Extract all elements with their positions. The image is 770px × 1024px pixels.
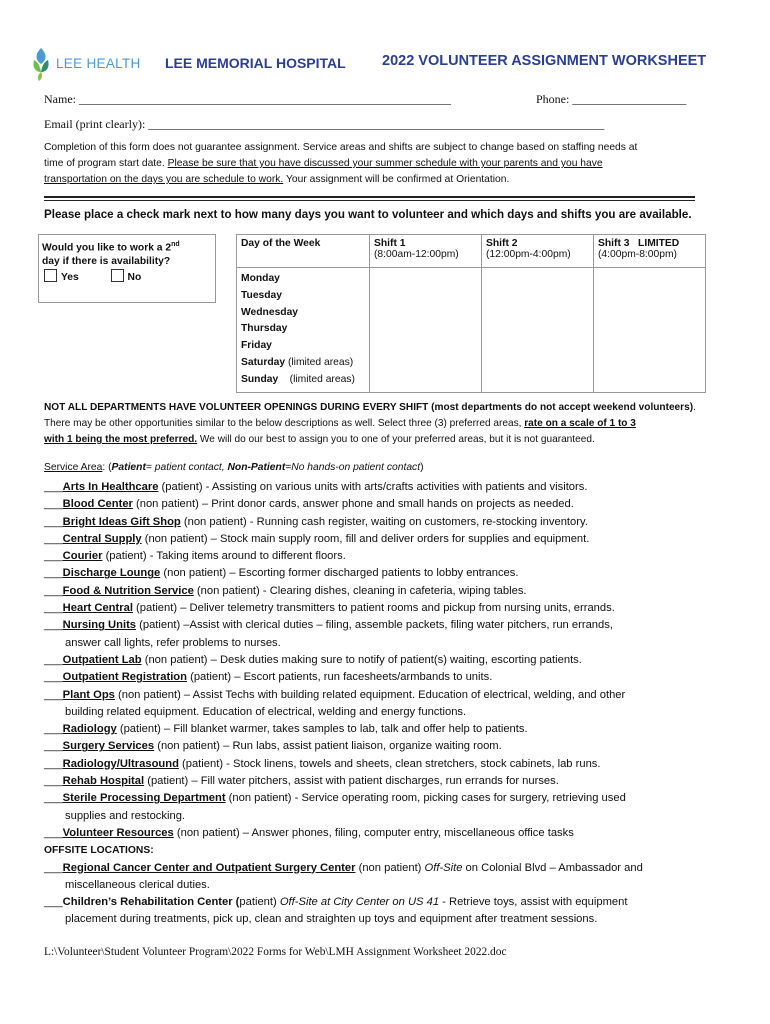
- logo-text: LEE HEALTH: [56, 56, 141, 71]
- list-item[interactable]: [44, 687, 744, 704]
- no-label: No: [127, 272, 142, 284]
- shift-time: (4:00pm-8:00pm): [598, 249, 677, 260]
- list-item[interactable]: [44, 583, 744, 600]
- area-desc: (non patient) - Running cash register, waiting on customers, re-stocking inventory.: [180, 515, 588, 528]
- day-sunday[interactable]: [241, 372, 365, 389]
- intro-line: Completion of this form does not guarantee assignment. Service areas and shifts are subject to change based on staffing needs at: [44, 142, 638, 153]
- list-item[interactable]: [44, 721, 744, 738]
- day-tuesday[interactable]: Tuesday: [241, 289, 283, 301]
- offsite-heading: OFFSITE LOCATIONS:: [44, 845, 154, 857]
- shift-1-cell[interactable]: [370, 268, 482, 393]
- area-desc: (patient) –Assist with clerical duties – filing, assemble packets, filing water pitchers, run errands,: [136, 619, 613, 632]
- schedule-table: [236, 234, 706, 393]
- rank-blank[interactable]: ___: [44, 653, 63, 666]
- list-item[interactable]: [44, 790, 744, 807]
- intro-underlined: transportation on the days you are schedule to work.: [44, 174, 284, 185]
- area-name: Discharge Lounge: [62, 567, 161, 580]
- area-desc: patient): [239, 896, 280, 909]
- area-name: Surgery Services: [62, 740, 155, 753]
- second-day-question: [39, 235, 215, 269]
- shift-time: (12:00pm-4:00pm): [486, 249, 571, 260]
- list-item-continuation: miscellaneous clerical duties.: [65, 878, 210, 891]
- list-item[interactable]: [44, 894, 744, 911]
- day-wednesday[interactable]: Wednesday: [241, 306, 299, 318]
- question-text: day if there is availability?: [42, 256, 171, 268]
- shift-header-3: [594, 235, 706, 268]
- day-monday[interactable]: Monday: [241, 273, 280, 284]
- area-desc: on Colonial Blvd – Ambassador and: [462, 861, 643, 874]
- rank-blank[interactable]: ___: [44, 550, 63, 563]
- area-desc: (patient) – Deliver telemetry transmitters to patient rooms and pickup from nursing units, errands.: [132, 602, 615, 615]
- yes-checkbox[interactable]: [44, 269, 57, 282]
- divider: [44, 200, 695, 201]
- area-name: Nursing Units: [62, 619, 137, 632]
- area-location: Off-Site: [424, 861, 463, 874]
- area-name: Heart Central: [62, 602, 133, 615]
- list-item[interactable]: [44, 738, 744, 755]
- shift-header-1: [370, 235, 482, 268]
- intro-underlined: Please be sure that you have discussed your summer schedule with your parents and you have: [167, 158, 603, 169]
- notice-text: There may be other opportunities similar to the below descriptions as well. Select three (3) preferred areas,: [44, 418, 525, 429]
- legend-nonpatient: Non-Patient: [227, 462, 286, 473]
- shift-name: Shift 1: [374, 238, 406, 249]
- instruction: Please place a check mark next to how many days you want to volunteer and which days and shifts you are available.: [44, 208, 692, 221]
- area-desc: (non patient) – Run labs, assist patient liaison, organize waiting room.: [154, 740, 502, 753]
- area-name: Sterile Processing Department: [62, 792, 226, 805]
- area-name: Children’s Rehabilitation Center (: [62, 896, 240, 909]
- footer-path: L:\Volunteer\Student Volunteer Program\2022 Forms for Web\LMH Assignment Worksheet 2022.doc: [44, 946, 507, 958]
- list-item[interactable]: [44, 617, 744, 634]
- list-item[interactable]: [44, 773, 744, 790]
- rank-blank[interactable]: ___: [44, 671, 63, 684]
- shift-name: Shift 3 LIMITED: [598, 238, 680, 249]
- area-name: Radiology: [62, 723, 117, 736]
- notice-paragraph: [44, 400, 764, 448]
- rank-blank[interactable]: ___: [44, 532, 63, 545]
- second-day-box: [38, 234, 216, 303]
- day-label: Sunday: [241, 373, 279, 385]
- legend-text: ): [420, 462, 424, 473]
- name-field[interactable]: Name: ______________________________________________________________: [44, 92, 451, 106]
- list-item[interactable]: [44, 600, 744, 617]
- rank-blank[interactable]: ___: [44, 688, 63, 701]
- lee-health-logo-icon: [30, 46, 52, 82]
- day-note: (limited areas): [278, 373, 355, 385]
- notice-text: We will do our best to assign you to one of your preferred areas, but it is not guaranteed.: [197, 434, 595, 445]
- notice-line: [44, 416, 764, 432]
- rank-blank[interactable]: ___: [44, 723, 63, 736]
- area-name: Outpatient Registration: [62, 671, 187, 684]
- shift-2-cell[interactable]: [482, 268, 594, 393]
- area-name: Rehab Hospital: [62, 775, 145, 788]
- hospital-name: LEE MEMORIAL HOSPITAL: [165, 55, 346, 71]
- legend-text: : (: [102, 462, 112, 473]
- area-name: Radiology/Ultrasound: [62, 757, 179, 770]
- intro-text: Your assignment will be confirmed at Orientation.: [283, 174, 510, 185]
- list-item[interactable]: [44, 479, 744, 496]
- rank-blank[interactable]: ___: [44, 757, 63, 770]
- rank-blank[interactable]: ___: [44, 861, 63, 874]
- area-desc: (non patient) – Stock main supply room, fill and deliver orders for supplies and equipment.: [141, 532, 590, 545]
- schedule-days-row: [237, 268, 706, 393]
- area-desc: (non patient) - Service operating room, picking cases for surgery, retrieving used: [225, 792, 626, 805]
- yes-label: Yes: [61, 272, 79, 284]
- list-item[interactable]: [44, 531, 744, 548]
- legend-patient: Patient: [111, 462, 146, 473]
- page-title: 2022 VOLUNTEER ASSIGNMENT WORKSHEET: [382, 53, 707, 69]
- list-item[interactable]: [44, 669, 744, 686]
- area-desc: (patient) – Escort patients, run facesheets/armbands to units.: [186, 671, 493, 684]
- rank-blank[interactable]: ___: [44, 498, 63, 511]
- area-name: Plant Ops: [62, 688, 115, 701]
- day-saturday[interactable]: [241, 355, 365, 372]
- list-item[interactable]: [44, 548, 744, 565]
- notice-dot: .: [693, 402, 696, 413]
- area-desc: (non patient) – Answer phones, filing, computer entry, miscellaneous office tasks: [173, 826, 574, 839]
- area-name: Outpatient Lab: [62, 653, 142, 666]
- area-desc: (non patient) – Desk duties making sure to notify of patient(s) waiting, escorting patients.: [141, 653, 582, 666]
- rank-blank[interactable]: ___: [44, 896, 63, 909]
- area-desc: (non patient) - Clearing dishes, cleaning in cafeteria, wiping tables.: [193, 584, 527, 597]
- area-name: Central Supply: [62, 532, 142, 545]
- intro-text: time of program start date.: [44, 158, 168, 169]
- list-item[interactable]: [44, 652, 744, 669]
- schedule-header-row: [237, 235, 706, 268]
- rank-blank[interactable]: ___: [44, 481, 63, 493]
- rank-blank[interactable]: ___: [44, 619, 63, 632]
- area-location: Off-Site at City Center on US 41: [279, 896, 440, 909]
- rank-blank[interactable]: ___: [44, 740, 63, 753]
- area-desc: (non patient): [355, 861, 425, 874]
- rank-blank[interactable]: ___: [44, 584, 63, 597]
- list-item[interactable]: [44, 496, 744, 513]
- area-desc: (patient) - Stock linens, towels and sheets, clean stretchers, stock cabinets, lab runs.: [178, 757, 601, 770]
- rank-blank[interactable]: ___: [44, 567, 63, 580]
- day-note: (limited areas): [285, 356, 354, 368]
- area-desc: (non patient) – Escorting former discharged patients to lobby entrances.: [160, 567, 519, 580]
- list-item[interactable]: [44, 756, 744, 773]
- service-area-list: [44, 479, 744, 929]
- area-desc: - Retrieve toys, assist with equipment: [439, 896, 628, 909]
- list-item-continuation: answer call lights, refer problems to nurses.: [65, 636, 281, 649]
- area-name: Food & Nutrition Service: [62, 584, 194, 597]
- rank-blank[interactable]: ___: [44, 602, 63, 615]
- notice-emphasis: with 1 being the most preferred.: [44, 434, 198, 445]
- question-superscript: nd: [171, 241, 180, 248]
- area-name: Volunteer Resources: [62, 826, 174, 839]
- day-thursday[interactable]: Thursday: [241, 323, 288, 335]
- divider: [44, 196, 695, 198]
- notice-emphasis: rate on a scale of 1 to 3: [524, 418, 636, 429]
- list-item[interactable]: [44, 565, 744, 582]
- rank-blank[interactable]: ___: [44, 515, 63, 528]
- area-desc: (patient) - Taking items around to different floors.: [102, 550, 346, 563]
- shift-3-cell[interactable]: [594, 268, 706, 393]
- area-desc: (patient) – Fill blanket warmer, takes samples to lab, talk and offer help to patients.: [116, 723, 528, 736]
- area-name: Bright Ideas Gift Shop: [62, 515, 181, 528]
- list-item-continuation: placement during treatments, pick up, clean and straighten up toys and equipment after treatment sessions.: [65, 913, 598, 926]
- area-desc: (non patient) – Print donor cards, answer phone and small hands on projects as needed.: [132, 498, 574, 511]
- day-label: Saturday: [241, 356, 286, 368]
- shift-time: (8:00am-12:00pm): [374, 249, 459, 260]
- list-item[interactable]: [44, 825, 744, 842]
- shift-name: Shift 2: [486, 238, 518, 249]
- day-friday[interactable]: Friday: [241, 340, 272, 352]
- rank-blank[interactable]: ___: [44, 826, 63, 839]
- yes-no-options: [39, 269, 215, 285]
- area-desc: (non patient) – Assist Techs with building related equipment. Education of electrical, welding, and other: [114, 688, 626, 701]
- shift-header-2: [482, 235, 594, 268]
- area-desc: (patient) – Fill water pitchers, assist with patient discharges, run errands for nurses.: [144, 775, 559, 788]
- phone-field[interactable]: Phone: ___________________: [536, 92, 687, 106]
- question-text: Would you like to work a 2: [42, 242, 172, 254]
- area-name: Arts In Healthcare: [62, 481, 159, 493]
- rank-blank[interactable]: ___: [44, 792, 63, 805]
- day-header: Day of the Week: [237, 235, 370, 268]
- area-desc: (patient) - Assisting on various units with arts/crafts activities with patients and visitors.: [158, 481, 588, 493]
- legend-text: = patient contact,: [145, 462, 228, 473]
- area-name: Regional Cancer Center and Outpatient Surgery Center: [62, 861, 356, 874]
- intro-line: [44, 156, 744, 172]
- area-name: Blood Center: [62, 498, 133, 511]
- intro-paragraph: [44, 140, 744, 188]
- service-area-legend: [44, 462, 424, 473]
- rank-blank[interactable]: ___: [44, 775, 63, 788]
- no-checkbox[interactable]: [111, 269, 124, 282]
- list-item-continuation: supplies and restocking.: [65, 809, 186, 822]
- list-item[interactable]: [44, 860, 744, 877]
- service-area-label: Service Area: [44, 462, 103, 473]
- notice-line: [44, 432, 764, 448]
- list-item-continuation: building related equipment. Education of electrical, welding and energy functions.: [65, 705, 467, 718]
- email-field[interactable]: Email (print clearly): ____________________________________________________________________________: [44, 117, 605, 131]
- list-item[interactable]: [44, 514, 744, 531]
- legend-text: =No hands-on patient contact: [285, 462, 421, 473]
- day-list: [237, 268, 370, 393]
- notice-line: [44, 400, 764, 416]
- area-name: Courier: [62, 550, 103, 563]
- notice-bold: NOT ALL DEPARTMENTS HAVE VOLUNTEER OPENINGS DURING EVERY SHIFT (most departments do not accept weekend volunteers): [44, 402, 694, 413]
- intro-line: [44, 172, 744, 188]
